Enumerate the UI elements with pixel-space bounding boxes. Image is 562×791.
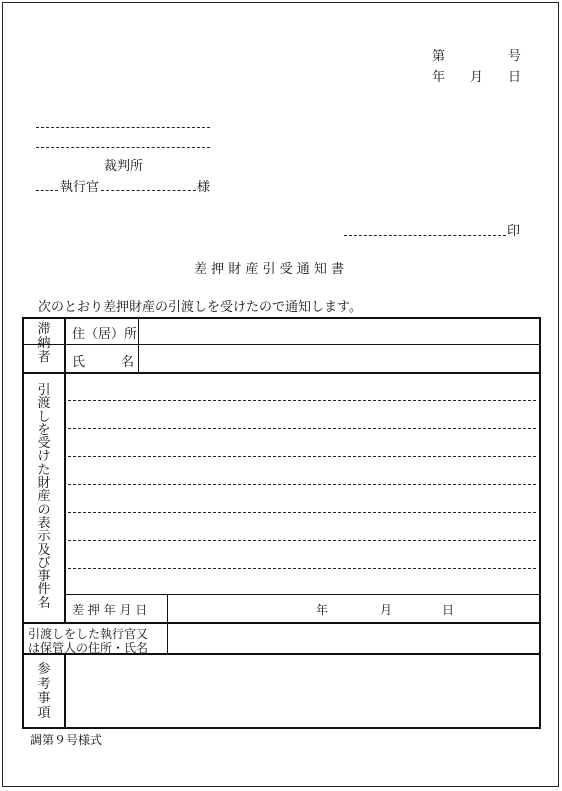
address-label: 住（居）所: [72, 327, 138, 342]
deliverer-label-line-1: 引渡しをした執行官又: [28, 627, 149, 641]
deliverer-label-line-2: は保管人の住所・氏名: [28, 641, 149, 655]
seizure-month: 月: [380, 603, 393, 617]
seizure-day: 日: [442, 603, 455, 617]
document-title: 差 押 財 産 引 受 通 知 書: [194, 262, 345, 277]
form-number: 調第９号様式: [30, 733, 103, 747]
officer-prefix-line: [36, 190, 58, 191]
seizure-year: 年: [316, 603, 329, 617]
addressee-line-2: [36, 147, 210, 148]
honorific: 様: [197, 180, 211, 195]
court-label: 裁判所: [104, 159, 144, 174]
officer-title: 執行官: [60, 180, 100, 195]
seal-mark: 印: [507, 224, 521, 239]
seizure-date-label: 差 押 年 月 日: [72, 603, 148, 617]
date-year: 年: [432, 70, 446, 85]
sender-line: [344, 235, 506, 236]
number-suffix: 号: [508, 49, 522, 64]
remarks-header: 参 考 事 項: [37, 662, 51, 721]
name-label-given: 名: [121, 355, 135, 370]
date-month: 月: [470, 70, 484, 85]
document-page: [2, 2, 559, 787]
officer-name-line: [101, 190, 196, 191]
delinquent-header: 滞 納 者: [37, 322, 51, 365]
property-header: 引 渡 し を 受 け た 財 産 の 表 示 及 び 事 件 名: [37, 383, 51, 611]
number-prefix: 第: [432, 49, 446, 64]
addressee-line-1: [36, 127, 210, 128]
name-label-family: 氏: [72, 355, 86, 370]
intro-text: 次のとおり差押財産の引渡しを受けたので通知します。: [38, 300, 362, 315]
date-day: 日: [508, 70, 522, 85]
